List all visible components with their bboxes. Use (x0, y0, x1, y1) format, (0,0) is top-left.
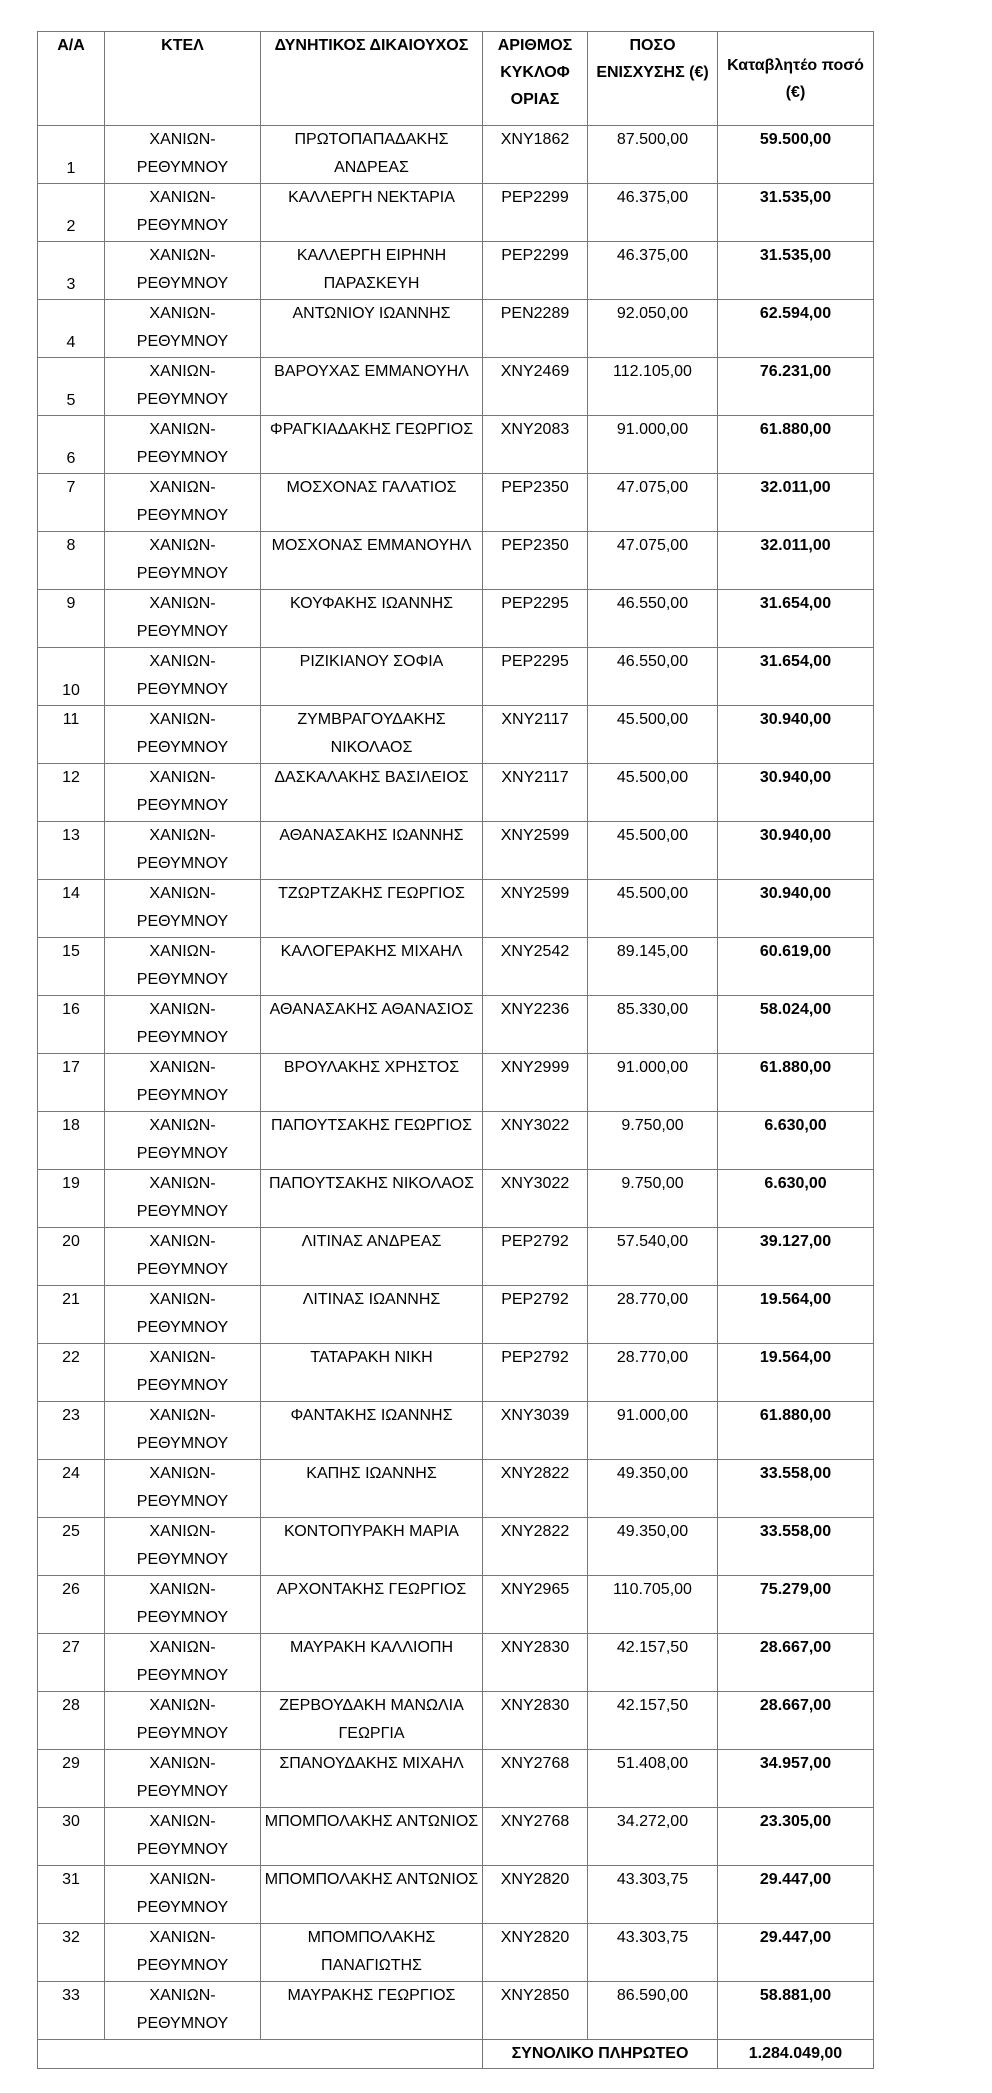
table-row (38, 1460, 874, 1518)
header-row (38, 32, 874, 126)
table-row (38, 1866, 874, 1924)
row-ktel: ΧΑΝΙΩΝ-ΡΕΘΥΜΝΟΥ (105, 1924, 261, 1982)
row-subsidy-amount: 87.500,00 (588, 126, 718, 184)
row-plate: ΧΝΥ2542 (483, 938, 588, 996)
row-beneficiary-name: ΑΘΑΝΑΣΑΚΗΣ ΑΘΑΝΑΣΙΟΣ (261, 996, 483, 1054)
row-beneficiary-name: ΜΠΟΜΠΟΛΑΚΗΣ ΑΝΤΩΝΙΟΣ (261, 1808, 483, 1866)
row-subsidy-amount: 85.330,00 (588, 996, 718, 1054)
row-subsidy-amount: 42.157,50 (588, 1634, 718, 1692)
header-beneficiary: ΔΥΝΗΤΙΚΟΣ ΔΙΚΑΙΟΥΧΟΣ (261, 32, 483, 126)
row-index: 30 (38, 1808, 105, 1866)
row-index: 13 (38, 822, 105, 880)
table-row (38, 474, 874, 532)
row-index: 24 (38, 1460, 105, 1518)
row-payable-amount: 30.940,00 (718, 706, 874, 764)
row-beneficiary-name: ΣΠΑΝΟΥΔΑΚΗΣ ΜΙΧΑΗΛ (261, 1750, 483, 1808)
row-index: 8 (38, 532, 105, 590)
beneficiaries-table (37, 31, 874, 2069)
row-payable-amount: 61.880,00 (718, 416, 874, 474)
row-beneficiary-name: ΤΑΤΑΡΑΚΗ ΝΙΚΗ (261, 1344, 483, 1402)
row-subsidy-amount: 43.303,75 (588, 1924, 718, 1982)
row-beneficiary-name: ΛΙΤΙΝΑΣ ΑΝΔΡΕΑΣ (261, 1228, 483, 1286)
row-plate: ΡΕΡ2350 (483, 474, 588, 532)
row-index: 16 (38, 996, 105, 1054)
row-beneficiary-name: ΑΝΤΩΝΙΟΥ ΙΩΑΝΝΗΣ (261, 300, 483, 358)
row-beneficiary-name: ΜΑΥΡΑΚΗ ΚΑΛΛΙΟΠΗ (261, 1634, 483, 1692)
row-ktel: ΧΑΝΙΩΝ-ΡΕΘΥΜΝΟΥ (105, 358, 261, 416)
table-row (38, 648, 874, 706)
total-empty-cell (38, 2040, 483, 2069)
row-ktel: ΧΑΝΙΩΝ-ΡΕΘΥΜΝΟΥ (105, 532, 261, 590)
row-ktel: ΧΑΝΙΩΝ-ΡΕΘΥΜΝΟΥ (105, 1982, 261, 2040)
row-subsidy-amount: 49.350,00 (588, 1460, 718, 1518)
row-subsidy-amount: 46.375,00 (588, 242, 718, 300)
row-plate: ΧΝΥ3022 (483, 1112, 588, 1170)
row-payable-amount: 58.881,00 (718, 1982, 874, 2040)
row-payable-amount: 31.654,00 (718, 590, 874, 648)
row-index: 26 (38, 1576, 105, 1634)
row-beneficiary-name: ΡΙΖΙΚΙΑΝΟΥ ΣΟΦΙΑ (261, 648, 483, 706)
row-subsidy-amount: 89.145,00 (588, 938, 718, 996)
table-row (38, 1808, 874, 1866)
row-ktel: ΧΑΝΙΩΝ-ΡΕΘΥΜΝΟΥ (105, 300, 261, 358)
table-row (38, 1228, 874, 1286)
row-subsidy-amount: 46.550,00 (588, 590, 718, 648)
document-sheet (37, 31, 874, 2069)
table-row (38, 242, 874, 300)
row-beneficiary-name: ΠΑΠΟΥΤΣΑΚΗΣ ΓΕΩΡΓΙΟΣ (261, 1112, 483, 1170)
row-plate: ΡΕΡ2295 (483, 590, 588, 648)
row-plate: ΧΝΥ2236 (483, 996, 588, 1054)
row-beneficiary-name: ΤΖΩΡΤΖΑΚΗΣ ΓΕΩΡΓΙΟΣ (261, 880, 483, 938)
row-subsidy-amount: 9.750,00 (588, 1112, 718, 1170)
row-plate: ΧΝΥ3022 (483, 1170, 588, 1228)
row-ktel: ΧΑΝΙΩΝ-ΡΕΘΥΜΝΟΥ (105, 706, 261, 764)
row-payable-amount: 76.231,00 (718, 358, 874, 416)
row-ktel: ΧΑΝΙΩΝ-ΡΕΘΥΜΝΟΥ (105, 1344, 261, 1402)
row-index: 29 (38, 1750, 105, 1808)
row-index: 32 (38, 1924, 105, 1982)
row-ktel: ΧΑΝΙΩΝ-ΡΕΘΥΜΝΟΥ (105, 1112, 261, 1170)
row-index: 9 (38, 590, 105, 648)
header-plate: ΑΡΙΘΜΟΣ ΚΥΚΛΟΦ ΟΡΙΑΣ (483, 32, 588, 126)
table-row (38, 126, 874, 184)
row-plate: ΧΝΥ2768 (483, 1808, 588, 1866)
row-plate: ΡΕΡ2299 (483, 242, 588, 300)
row-subsidy-amount: 34.272,00 (588, 1808, 718, 1866)
row-index: 27 (38, 1634, 105, 1692)
row-payable-amount: 62.594,00 (718, 300, 874, 358)
table-row (38, 1518, 874, 1576)
table-row (38, 938, 874, 996)
row-index: 28 (38, 1692, 105, 1750)
row-subsidy-amount: 57.540,00 (588, 1228, 718, 1286)
row-ktel: ΧΑΝΙΩΝ-ΡΕΘΥΜΝΟΥ (105, 126, 261, 184)
row-payable-amount: 31.535,00 (718, 184, 874, 242)
row-beneficiary-name: ΛΙΤΙΝΑΣ ΙΩΑΝΝΗΣ (261, 1286, 483, 1344)
row-plate: ΧΝΥ2820 (483, 1924, 588, 1982)
row-ktel: ΧΑΝΙΩΝ-ΡΕΘΥΜΝΟΥ (105, 474, 261, 532)
row-subsidy-amount: 47.075,00 (588, 532, 718, 590)
table-row (38, 1402, 874, 1460)
row-index: 14 (38, 880, 105, 938)
row-plate: ΡΕΡ2350 (483, 532, 588, 590)
table-row (38, 1982, 874, 2040)
row-beneficiary-name: ΑΘΑΝΑΣΑΚΗΣ ΙΩΑΝΝΗΣ (261, 822, 483, 880)
row-payable-amount: 6.630,00 (718, 1170, 874, 1228)
row-ktel: ΧΑΝΙΩΝ-ΡΕΘΥΜΝΟΥ (105, 1170, 261, 1228)
row-beneficiary-name: ΖΥΜΒΡΑΓΟΥΔΑΚΗΣ ΝΙΚΟΛΑΟΣ (261, 706, 483, 764)
row-ktel: ΧΑΝΙΩΝ-ΡΕΘΥΜΝΟΥ (105, 1808, 261, 1866)
row-plate: ΧΝΥ2599 (483, 880, 588, 938)
row-ktel: ΧΑΝΙΩΝ-ΡΕΘΥΜΝΟΥ (105, 1228, 261, 1286)
row-ktel: ΧΑΝΙΩΝ-ΡΕΘΥΜΝΟΥ (105, 184, 261, 242)
row-payable-amount: 6.630,00 (718, 1112, 874, 1170)
row-beneficiary-name: ΚΑΛΛΕΡΓΗ ΕΙΡΗΝΗ ΠΑΡΑΣΚΕΥΗ (261, 242, 483, 300)
row-payable-amount: 75.279,00 (718, 1576, 874, 1634)
row-beneficiary-name: ΚΑΛΛΕΡΓΗ ΝΕΚΤΑΡΙΑ (261, 184, 483, 242)
row-plate: ΧΝΥ2850 (483, 1982, 588, 2040)
row-ktel: ΧΑΝΙΩΝ-ΡΕΘΥΜΝΟΥ (105, 1634, 261, 1692)
row-plate: ΧΝΥ2830 (483, 1692, 588, 1750)
row-subsidy-amount: 51.408,00 (588, 1750, 718, 1808)
table-row (38, 996, 874, 1054)
row-plate: ΧΝΥ2117 (483, 764, 588, 822)
row-payable-amount: 30.940,00 (718, 764, 874, 822)
row-index: 21 (38, 1286, 105, 1344)
row-index: 2 (38, 184, 105, 242)
row-payable-amount: 33.558,00 (718, 1460, 874, 1518)
row-payable-amount: 30.940,00 (718, 822, 874, 880)
row-ktel: ΧΑΝΙΩΝ-ΡΕΘΥΜΝΟΥ (105, 416, 261, 474)
row-ktel: ΧΑΝΙΩΝ-ΡΕΘΥΜΝΟΥ (105, 590, 261, 648)
table-row (38, 1344, 874, 1402)
table-row (38, 1112, 874, 1170)
row-plate: ΧΝΥ3039 (483, 1402, 588, 1460)
row-plate: ΡΕΡ2295 (483, 648, 588, 706)
row-subsidy-amount: 46.375,00 (588, 184, 718, 242)
row-beneficiary-name: ΚΟΥΦΑΚΗΣ ΙΩΑΝΝΗΣ (261, 590, 483, 648)
row-plate: ΧΝΥ1862 (483, 126, 588, 184)
table-row (38, 300, 874, 358)
row-ktel: ΧΑΝΙΩΝ-ΡΕΘΥΜΝΟΥ (105, 938, 261, 996)
table-row (38, 1286, 874, 1344)
row-index: 23 (38, 1402, 105, 1460)
row-ktel: ΧΑΝΙΩΝ-ΡΕΘΥΜΝΟΥ (105, 1460, 261, 1518)
row-ktel: ΧΑΝΙΩΝ-ΡΕΘΥΜΝΟΥ (105, 1402, 261, 1460)
row-index: 7 (38, 474, 105, 532)
row-beneficiary-name: ΚΑΛΟΓΕΡΑΚΗΣ ΜΙΧΑΗΛ (261, 938, 483, 996)
row-subsidy-amount: 28.770,00 (588, 1344, 718, 1402)
table-row (38, 590, 874, 648)
row-plate: ΧΝΥ2117 (483, 706, 588, 764)
row-ktel: ΧΑΝΙΩΝ-ΡΕΘΥΜΝΟΥ (105, 1692, 261, 1750)
row-plate: ΧΝΥ2822 (483, 1518, 588, 1576)
row-subsidy-amount: 28.770,00 (588, 1286, 718, 1344)
table-row (38, 880, 874, 938)
table-row (38, 1576, 874, 1634)
row-payable-amount: 31.654,00 (718, 648, 874, 706)
row-index: 10 (38, 648, 105, 706)
row-index: 4 (38, 300, 105, 358)
row-plate: ΡΕΝ2289 (483, 300, 588, 358)
row-index: 11 (38, 706, 105, 764)
row-subsidy-amount: 112.105,00 (588, 358, 718, 416)
row-ktel: ΧΑΝΙΩΝ-ΡΕΘΥΜΝΟΥ (105, 1518, 261, 1576)
row-index: 19 (38, 1170, 105, 1228)
row-payable-amount: 19.564,00 (718, 1286, 874, 1344)
row-payable-amount: 30.940,00 (718, 880, 874, 938)
row-index: 6 (38, 416, 105, 474)
row-beneficiary-name: ΒΑΡΟΥΧΑΣ ΕΜΜΑΝΟΥΗΛ (261, 358, 483, 416)
row-beneficiary-name: ΠΡΩΤΟΠΑΠΑΔΑΚΗΣ ΑΝΔΡΕΑΣ (261, 126, 483, 184)
row-subsidy-amount: 91.000,00 (588, 1402, 718, 1460)
row-payable-amount: 19.564,00 (718, 1344, 874, 1402)
table-row (38, 1054, 874, 1112)
table-row (38, 1692, 874, 1750)
row-payable-amount: 31.535,00 (718, 242, 874, 300)
row-subsidy-amount: 110.705,00 (588, 1576, 718, 1634)
table-row (38, 184, 874, 242)
row-index: 15 (38, 938, 105, 996)
row-subsidy-amount: 43.303,75 (588, 1866, 718, 1924)
row-beneficiary-name: ΒΡΟΥΛΑΚΗΣ ΧΡΗΣΤΟΣ (261, 1054, 483, 1112)
row-beneficiary-name: ΖΕΡΒΟΥΔΑΚΗ ΜΑΝΩΛΙΑ ΓΕΩΡΓΙΑ (261, 1692, 483, 1750)
row-payable-amount: 33.558,00 (718, 1518, 874, 1576)
row-plate: ΧΝΥ2820 (483, 1866, 588, 1924)
row-beneficiary-name: ΠΑΠΟΥΤΣΑΚΗΣ ΝΙΚΟΛΑΟΣ (261, 1170, 483, 1228)
row-index: 25 (38, 1518, 105, 1576)
row-index: 12 (38, 764, 105, 822)
row-beneficiary-name: ΜΠΟΜΠΟΛΑΚΗΣ ΠΑΝΑΓΙΩΤΗΣ (261, 1924, 483, 1982)
table-row (38, 416, 874, 474)
row-index: 31 (38, 1866, 105, 1924)
row-subsidy-amount: 45.500,00 (588, 706, 718, 764)
row-plate: ΧΝΥ2999 (483, 1054, 588, 1112)
row-payable-amount: 60.619,00 (718, 938, 874, 996)
row-payable-amount: 23.305,00 (718, 1808, 874, 1866)
row-payable-amount: 58.024,00 (718, 996, 874, 1054)
row-subsidy-amount: 45.500,00 (588, 822, 718, 880)
row-index: 17 (38, 1054, 105, 1112)
header-subsidy: ΠΟΣΟ ΕΝΙΣΧΥΣΗΣ (€) (588, 32, 718, 126)
table-row (38, 706, 874, 764)
row-payable-amount: 32.011,00 (718, 474, 874, 532)
row-subsidy-amount: 86.590,00 (588, 1982, 718, 2040)
row-beneficiary-name: ΚΟΝΤΟΠΥΡΑΚΗ ΜΑΡΙΑ (261, 1518, 483, 1576)
row-payable-amount: 34.957,00 (718, 1750, 874, 1808)
row-ktel: ΧΑΝΙΩΝ-ΡΕΘΥΜΝΟΥ (105, 1866, 261, 1924)
header-aa: Α/Α (38, 32, 105, 126)
row-subsidy-amount: 46.550,00 (588, 648, 718, 706)
row-payable-amount: 59.500,00 (718, 126, 874, 184)
table-body (38, 126, 874, 2040)
row-plate: ΡΕΡ2792 (483, 1344, 588, 1402)
total-label: ΣΥΝΟΛΙΚΟ ΠΛΗΡΩΤΕΟ (483, 2040, 718, 2069)
row-payable-amount: 61.880,00 (718, 1054, 874, 1112)
row-plate: ΧΝΥ2599 (483, 822, 588, 880)
row-ktel: ΧΑΝΙΩΝ-ΡΕΘΥΜΝΟΥ (105, 996, 261, 1054)
row-index: 1 (38, 126, 105, 184)
row-payable-amount: 39.127,00 (718, 1228, 874, 1286)
header-ktel: ΚΤΕΛ (105, 32, 261, 126)
row-plate: ΧΝΥ2768 (483, 1750, 588, 1808)
row-beneficiary-name: ΜΠΟΜΠΟΛΑΚΗΣ ΑΝΤΩΝΙΟΣ (261, 1866, 483, 1924)
table-row (38, 532, 874, 590)
row-plate: ΧΝΥ2083 (483, 416, 588, 474)
table-row (38, 1924, 874, 1982)
row-subsidy-amount: 91.000,00 (588, 1054, 718, 1112)
row-ktel: ΧΑΝΙΩΝ-ΡΕΘΥΜΝΟΥ (105, 1054, 261, 1112)
row-beneficiary-name: ΦΡΑΓΚΙΑΔΑΚΗΣ ΓΕΩΡΓΙΟΣ (261, 416, 483, 474)
row-index: 5 (38, 358, 105, 416)
row-subsidy-amount: 9.750,00 (588, 1170, 718, 1228)
row-index: 33 (38, 1982, 105, 2040)
table-row (38, 764, 874, 822)
row-index: 22 (38, 1344, 105, 1402)
row-plate: ΧΝΥ2830 (483, 1634, 588, 1692)
row-plate: ΧΝΥ2822 (483, 1460, 588, 1518)
row-subsidy-amount: 47.075,00 (588, 474, 718, 532)
row-plate: ΡΕΡ2299 (483, 184, 588, 242)
row-subsidy-amount: 91.000,00 (588, 416, 718, 474)
row-beneficiary-name: ΔΑΣΚΑΛΑΚΗΣ ΒΑΣΙΛΕΙΟΣ (261, 764, 483, 822)
row-plate: ΧΝΥ2965 (483, 1576, 588, 1634)
row-ktel: ΧΑΝΙΩΝ-ΡΕΘΥΜΝΟΥ (105, 1286, 261, 1344)
row-beneficiary-name: ΑΡΧΟΝΤΑΚΗΣ ΓΕΩΡΓΙΟΣ (261, 1576, 483, 1634)
row-beneficiary-name: ΜΟΣΧΟΝΑΣ ΕΜΜΑΝΟΥΗΛ (261, 532, 483, 590)
row-beneficiary-name: ΜΟΣΧΟΝΑΣ ΓΑΛΑΤΙΟΣ (261, 474, 483, 532)
row-index: 18 (38, 1112, 105, 1170)
row-ktel: ΧΑΝΙΩΝ-ΡΕΘΥΜΝΟΥ (105, 1576, 261, 1634)
row-ktel: ΧΑΝΙΩΝ-ΡΕΘΥΜΝΟΥ (105, 1750, 261, 1808)
row-payable-amount: 32.011,00 (718, 532, 874, 590)
row-payable-amount: 29.447,00 (718, 1924, 874, 1982)
row-payable-amount: 29.447,00 (718, 1866, 874, 1924)
row-index: 3 (38, 242, 105, 300)
row-ktel: ΧΑΝΙΩΝ-ΡΕΘΥΜΝΟΥ (105, 822, 261, 880)
row-subsidy-amount: 45.500,00 (588, 880, 718, 938)
row-ktel: ΧΑΝΙΩΝ-ΡΕΘΥΜΝΟΥ (105, 880, 261, 938)
row-subsidy-amount: 45.500,00 (588, 764, 718, 822)
row-beneficiary-name: ΜΑΥΡΑΚΗΣ ΓΕΩΡΓΙΟΣ (261, 1982, 483, 2040)
row-plate: ΡΕΡ2792 (483, 1228, 588, 1286)
row-ktel: ΧΑΝΙΩΝ-ΡΕΘΥΜΝΟΥ (105, 242, 261, 300)
row-payable-amount: 61.880,00 (718, 1402, 874, 1460)
row-payable-amount: 28.667,00 (718, 1634, 874, 1692)
row-ktel: ΧΑΝΙΩΝ-ΡΕΘΥΜΝΟΥ (105, 764, 261, 822)
row-plate: ΧΝΥ2469 (483, 358, 588, 416)
row-beneficiary-name: ΦΑΝΤΑΚΗΣ ΙΩΑΝΝΗΣ (261, 1402, 483, 1460)
total-row (38, 2040, 874, 2069)
table-row (38, 1170, 874, 1228)
table-row (38, 1750, 874, 1808)
row-subsidy-amount: 49.350,00 (588, 1518, 718, 1576)
row-payable-amount: 28.667,00 (718, 1692, 874, 1750)
total-value: 1.284.049,00 (718, 2040, 874, 2069)
row-subsidy-amount: 42.157,50 (588, 1692, 718, 1750)
row-beneficiary-name: ΚΑΠΗΣ ΙΩΑΝΝΗΣ (261, 1460, 483, 1518)
table-row (38, 822, 874, 880)
row-index: 20 (38, 1228, 105, 1286)
row-plate: ΡΕΡ2792 (483, 1286, 588, 1344)
row-ktel: ΧΑΝΙΩΝ-ΡΕΘΥΜΝΟΥ (105, 648, 261, 706)
table-row (38, 358, 874, 416)
row-subsidy-amount: 92.050,00 (588, 300, 718, 358)
table-row (38, 1634, 874, 1692)
header-payable: Καταβλητέο ποσό (€) (718, 32, 874, 126)
